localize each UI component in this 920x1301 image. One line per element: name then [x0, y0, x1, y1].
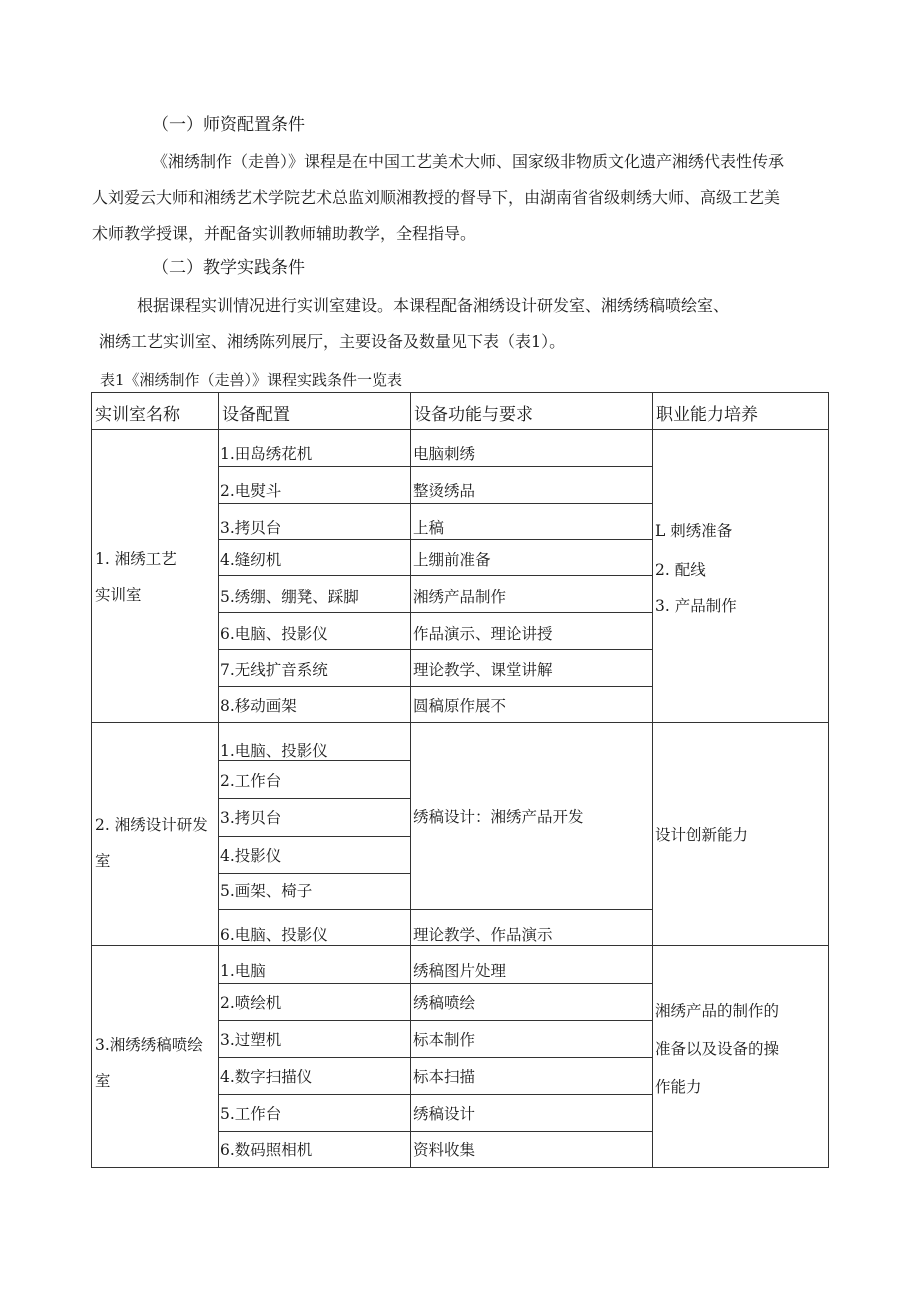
equipment-cell: 3.拷贝台: [220, 519, 282, 537]
equipment-cell: 1.电脑: [220, 962, 266, 980]
room-name-line: 室: [95, 852, 111, 870]
equipment-cell: 3.过塑机: [220, 1031, 282, 1049]
equipment-cell: 6.电脑、投影仪: [220, 926, 328, 944]
equipment-cell: 5.绣绷、绷凳、踩脚: [220, 588, 359, 606]
ability-line: 湘绣产品的制作的: [655, 1002, 780, 1020]
table-caption: 表1《湘绣制作（走兽）》课程实践条件一览表: [100, 371, 403, 389]
equipment-cell: 8.移动画架: [220, 697, 297, 715]
room-name-line: 室: [95, 1072, 111, 1090]
function-cell: 资料收集: [413, 1141, 476, 1159]
equipment-cell: 7.无线扩音系统: [220, 661, 328, 679]
table-header-function: 设备功能与要求: [414, 405, 533, 425]
function-cell: 理论教学、课堂讲解: [413, 661, 553, 679]
equipment-cell: 6.数码照相机: [220, 1141, 313, 1159]
function-cell: 上绷前准备: [413, 551, 491, 569]
function-cell: 绣稿设计：湘绣产品开发: [413, 808, 584, 826]
equipment-cell: 2.喷绘机: [220, 994, 282, 1012]
equipment-cell: 5.画架、椅子: [220, 882, 313, 900]
section-heading-teachers: （一）师资配置条件: [152, 115, 305, 135]
function-cell: 圆稿原作展不: [413, 697, 507, 715]
table-header-equipment: 设备配置: [222, 405, 290, 425]
paragraph-teachers-line-1: 《湘绣制作（走兽）》课程是在中国工艺美术大师、国家级非物质文化遗产湘绣代表性传承: [152, 152, 785, 171]
function-cell: 标本制作: [413, 1031, 476, 1049]
equipment-cell: 1.田岛绣花机: [220, 445, 313, 463]
function-cell: 绣稿图片处理: [413, 962, 507, 980]
function-cell: 湘绣产品制作: [413, 588, 507, 606]
function-cell: 理论教学、作品演示: [413, 926, 553, 944]
paragraph-practice-line-2: 湘绣工艺实训室、湘绣陈列展厅，主要设备及数量见下表（表1）。: [99, 332, 566, 351]
equipment-cell: 4.投影仪: [220, 847, 282, 865]
equipment-cell: 4.缝纫机: [220, 551, 282, 569]
section-heading-practice: （二）教学实践条件: [152, 258, 305, 278]
function-cell: 作品演示、理论讲授: [413, 625, 553, 643]
function-cell: 电脑刺绣: [413, 445, 476, 463]
room-name-line: 1. 湘绣工艺: [95, 550, 177, 568]
paragraph-teachers-line-3: 术师教学授课，并配备实训教师辅助教学，全程指导。: [92, 224, 477, 243]
table-header-room: 实训室名称: [95, 405, 180, 425]
ability-line: 2. 配线: [655, 561, 706, 579]
ability-line: 作能力: [655, 1078, 702, 1096]
function-cell: 整烫绣品: [413, 482, 476, 500]
ability-line: 3. 产品制作: [655, 597, 737, 615]
equipment-cell: 1.电脑、投影仪: [220, 742, 328, 760]
equipment-cell: 4.数字扫描仪: [220, 1068, 313, 1086]
room-name-line: 2. 湘绣设计研发: [95, 816, 208, 834]
function-cell: 上稿: [413, 519, 445, 537]
paragraph-teachers-line-2: 人刘爱云大师和湘绣艺术学院艺术总监刘顺湘教授的督导下，由湖南省省级刺绣大师、高级工艺美: [92, 188, 781, 207]
ability-line: 设计创新能力: [655, 826, 749, 844]
function-cell: 标本扫描: [413, 1068, 476, 1086]
room-name-line: 3.湘绣绣稿喷绘: [95, 1036, 203, 1054]
function-cell: 绣稿喷绘: [413, 994, 476, 1012]
equipment-cell: 2.电熨斗: [220, 482, 282, 500]
function-cell: 绣稿设计: [413, 1105, 476, 1123]
equipment-cell: 2.工作台: [220, 772, 282, 790]
equipment-cell: 3.拷贝台: [220, 809, 282, 827]
ability-line: L 刺绣准备: [655, 522, 733, 540]
room-name-line: 实训室: [95, 586, 142, 604]
equipment-cell: 5.工作台: [220, 1105, 282, 1123]
equipment-cell: 6.电脑、投影仪: [220, 625, 328, 643]
paragraph-practice-line-1: 根据课程实训情况进行实训室建设。本课程配备湘绣设计研发室、湘绣绣稿喷绘室、: [137, 296, 730, 315]
table-header-ability: 职业能力培养: [656, 405, 758, 425]
ability-line: 准备以及设备的操: [655, 1040, 780, 1058]
